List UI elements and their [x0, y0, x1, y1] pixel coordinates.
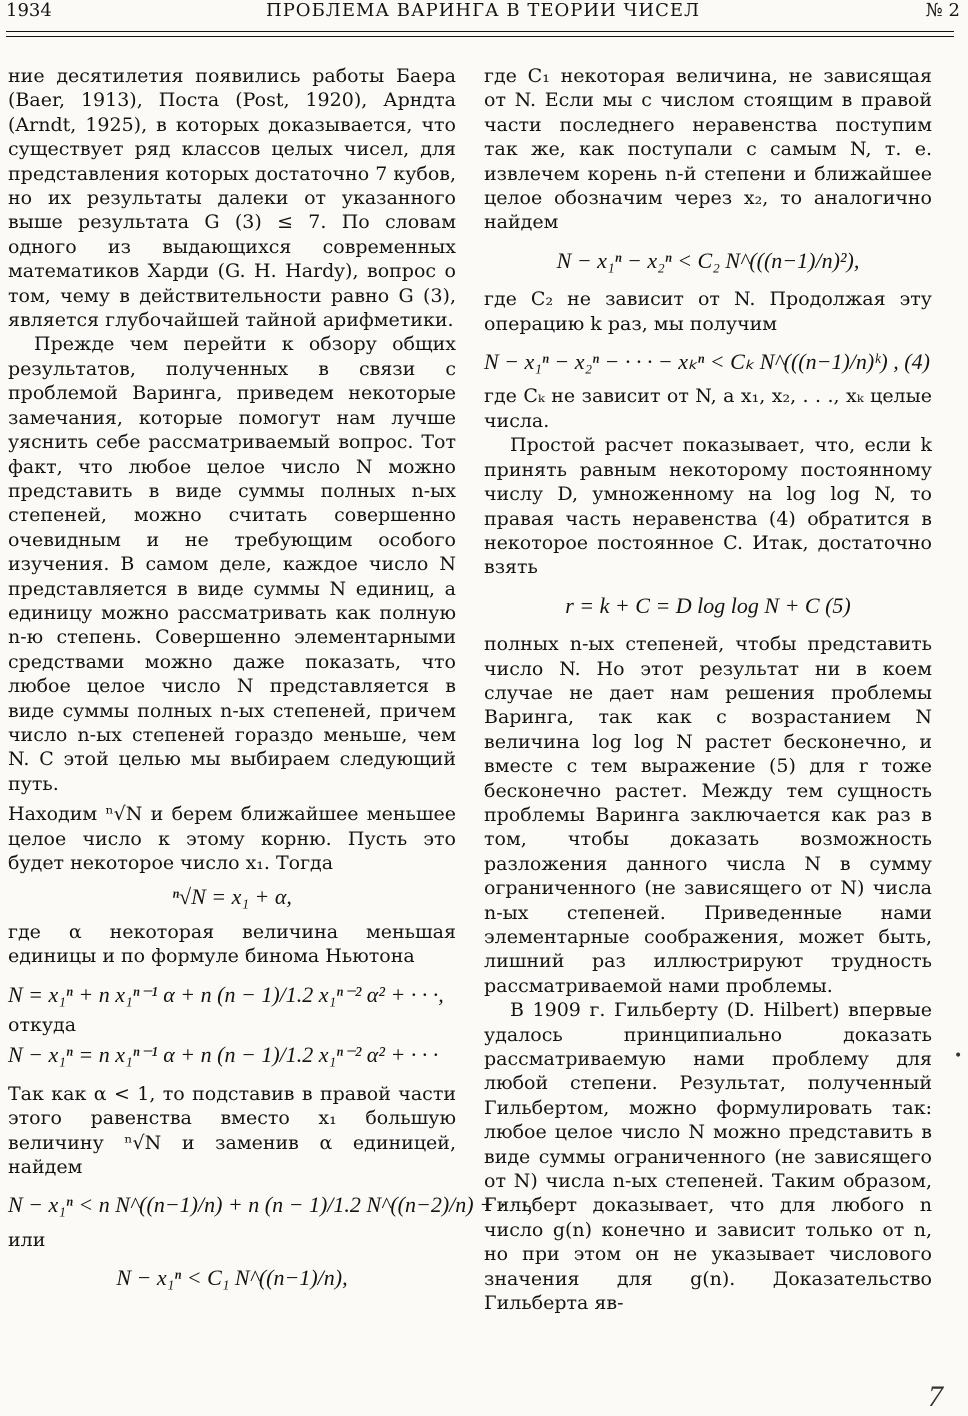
page-number: 1934 [6, 0, 52, 21]
equation: ⁿ√N = x₁ + α, [172, 884, 292, 910]
paragraph: или [8, 1228, 46, 1251]
running-title: ПРОБЛЕМА ВАРИНГА В ТЕОРИИ ЧИСЕЛ [266, 0, 700, 21]
issue-number: № 2 [925, 0, 960, 21]
paragraph: полных n-ых степеней, чтобы представить число N. Но этот результат ни в коем случае не дает нам решения проблемы Варинга, так как с возрастанием N величина log log N растет бесконечно, и вместе с тем выражение (5) для r тоже бесконечно растет. Между тем сущность проблемы Варинга заключается как раз в том, чтобы доказать возможность разложения данного числа N в сумму ограниченного (не зависящего от N) числа n-ых степеней. Приведенные нами элементарные соображения, может быть, лишний раз иллюстрируют трудность рассматриваемой нами проблемы. [484, 633, 932, 997]
equation: r = k + C = D log log N + C (5) [565, 592, 851, 618]
margin-dot: • [954, 1048, 963, 1064]
paragraph: ние десятилетия появились работы Баера (Baer, 1913), Поста (Post, 1920), Арндта (Arndt, 1925), в которых доказывается, что существует ряд классов целых чисел, для представления которых достаточно 7 кубов, но их результаты далеки от указанного выше результата G (3) ≤ 7. По словам одного из выдающихся современных математиков Харди (G. H. Hardy), вопрос о том, чему в действительности равно G (3), является глубочайшей тайной арифметики. [8, 65, 456, 332]
equation: N − x₁ⁿ − x₂ⁿ < C₂ N^(((n−1)/n)²), [556, 247, 860, 273]
paragraph: Простой расчет показывает, что, если k принять равным некоторому постоянному числу D, умноженному на log log N, то правая часть неравенства (4) обратится в некоторое постоянное C. Итак, достаточно взять [484, 434, 932, 579]
right-column [484, 64, 932, 1316]
equation: N − x₁ⁿ = n x₁ⁿ⁻¹ α + n (n − 1)/1.2 x₁ⁿ⁻² α² + · · · [8, 1042, 439, 1068]
left-column [8, 64, 533, 1291]
margin-mark: 7 [928, 1380, 943, 1413]
header-rule-thick [6, 31, 954, 32]
equation: N − x₁ⁿ < C₁ N^((n−1)/n), [116, 1265, 348, 1291]
paragraph: откуда [8, 1014, 77, 1037]
equation: N − x₁ⁿ < n N^((n−1)/n) + n (n − 1)/1.2 N^((n−2)/n) + · · ·, [8, 1192, 533, 1218]
equation: N = x₁ⁿ + n x₁ⁿ⁻¹ α + n (n − 1)/1.2 x₁ⁿ⁻² α² + · · ·, [8, 981, 444, 1007]
paragraph: где C₂ не зависит от N. Продолжая эту операцию k раз, мы получим [484, 288, 932, 335]
paragraph: Прежде чем перейти к обзору общих результатов, полученных в связи с проблемой Варинга, приведем некоторые замечания, которые помогут нам лучше уяснить себе рассматриваемый вопрос. Тот факт, что любое целое число N можно представить в виде суммы полных n-ых степеней, можно считать совершенно очевидным и не требующим особого изучения. В самом деле, каждое число N представляется в виде суммы N единиц, а единицу можно рассматривать как полную n-ю степень. Совершенно элементарными средствами можно даже показать, что любое целое число N представляется в виде суммы полных n-ых степеней, причем число n-ых степеней гораздо меньше, чем N. С этой целью мы выбираем следующий путь. [8, 333, 456, 795]
running-header [6, 0, 960, 30]
header-rule-thin [6, 36, 954, 37]
paragraph: Так как α < 1, то подставив в правой части этого равенства вместо x₁ большую величину ⁿ√N и заменив α единицей, найдем [8, 1082, 456, 1179]
paragraph: В 1909 г. Гильберту (D. Hilbert) впервые удалось принципиально доказать рассматриваемую нами проблему для любой степени. Результат, полученный Гильбертом, можно формулировать так: любое целое число N можно представить в виде суммы ограниченного (не зависящего от N) числа n-ых степеней. Таким образом, Гильберт доказывает, что для любого n число g(n) конечно и зависит только от n, но при этом он не указывает числового значения для g(n). Доказательство Гильберта яв- [484, 999, 932, 1315]
equation: N − x₁ⁿ − x₂ⁿ − · · · − xₖⁿ < Cₖ N^(((n−1)/n)ᵏ) , (4) [484, 349, 930, 375]
paragraph: где C₁ некоторая величина, не зависящая от N. Если мы с числом стоящим в правой части последнего неравенства поступим так же, как поступали с самым N, т. е. извлечем корень n-й степени и ближайшее целое обозначим через x₂, то аналогично найдем [484, 65, 932, 234]
paragraph: где Cₖ не зависит от N, а x₁, x₂, . . ., xₖ целые числа. [484, 385, 932, 432]
paragraph: Находим ⁿ√N и берем ближайшее меньшее целое число к этому корню. Пусть это будет некоторое число x₁. Тогда [8, 803, 456, 874]
paragraph: где α некоторая величина меньшая единицы и по формуле бинома Ньютона [8, 920, 456, 968]
